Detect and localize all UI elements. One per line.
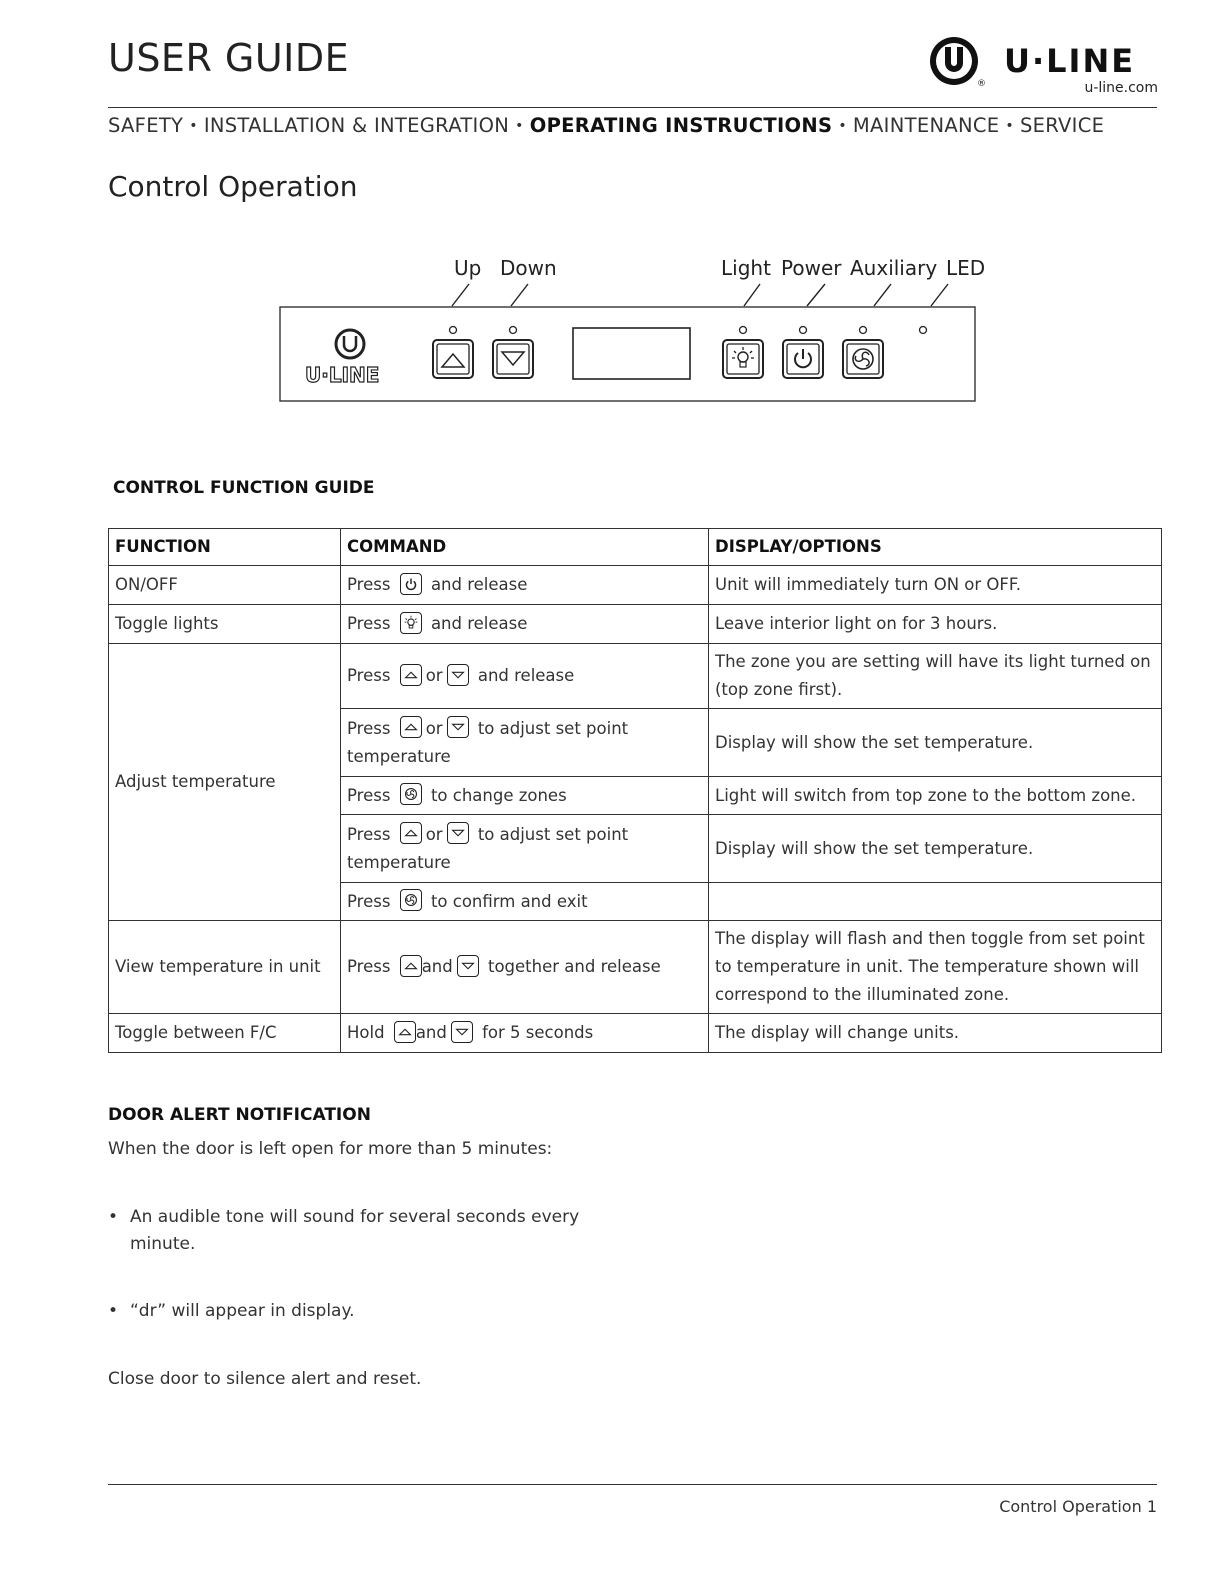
display-cell: Light will switch from top zone to the bottom zone. — [709, 777, 1162, 815]
command-conjunction: or — [425, 824, 443, 844]
command-cell — [341, 644, 709, 709]
table-row — [109, 644, 1162, 709]
bullet-mark: • — [108, 1301, 119, 1321]
table-row — [109, 921, 1162, 1014]
up-arrow-icon — [400, 822, 422, 844]
header-rule — [108, 107, 1157, 108]
command-conjunction: or — [425, 718, 443, 738]
function-cell: ON/OFF — [109, 566, 341, 605]
light-bulb-icon — [400, 612, 422, 634]
header-function: FUNCTION — [109, 529, 341, 566]
nav-separator: • — [838, 118, 847, 134]
door-alert-intro: When the door is left open for more than 5 minutes: — [108, 1139, 553, 1159]
down-arrow-icon — [447, 716, 469, 738]
command-conjunction: and — [421, 957, 453, 976]
command-verb: Press — [347, 666, 391, 685]
bullet-text: “dr” will appear in display. — [130, 1301, 355, 1321]
display-cell: Leave interior light on for 3 hours. — [709, 605, 1162, 644]
footer-rule — [108, 1484, 1157, 1485]
display-cell: Display will show the set temperature. — [709, 709, 1162, 777]
door-alert-heading: DOOR ALERT NOTIFICATION — [108, 1105, 371, 1125]
display-cell: The display will flash and then toggle from set point to temperature in unit. The temperature shown will correspond to the illuminated zone. — [709, 921, 1162, 1014]
function-cell: Toggle between F/C — [109, 1014, 341, 1053]
door-alert-closing: Close door to silence alert and reset. — [108, 1369, 422, 1389]
power-icon — [400, 573, 422, 595]
up-arrow-icon — [400, 664, 422, 686]
command-text: to adjust set point — [477, 824, 629, 844]
command-conjunction: or — [425, 666, 443, 685]
command-text: temperature — [347, 852, 451, 872]
function-cell: Toggle lights — [109, 605, 341, 644]
display-cell: Unit will immediately turn ON or OFF. — [709, 566, 1162, 605]
table-row — [109, 605, 1162, 644]
label-light: Light — [721, 256, 771, 280]
command-verb: Press — [347, 718, 391, 738]
nav-item-maintenance[interactable]: MAINTENANCE — [852, 114, 1000, 137]
display-cell — [709, 883, 1162, 921]
up-arrow-icon — [400, 955, 422, 977]
header-command: COMMAND — [341, 529, 709, 566]
command-verb: Press — [347, 891, 391, 911]
command-verb: Press — [347, 575, 391, 594]
up-arrow-icon — [394, 1021, 416, 1043]
command-text: temperature — [347, 746, 451, 766]
down-arrow-icon — [447, 822, 469, 844]
nav-item-operating[interactable]: OPERATING INSTRUCTIONS — [529, 114, 833, 137]
registered-mark: ® — [977, 79, 986, 89]
section-nav — [108, 114, 1157, 137]
command-verb: Hold — [347, 1023, 385, 1042]
section-title: Control Operation — [108, 170, 358, 203]
leader-lines — [452, 284, 948, 306]
command-text: and release — [430, 575, 528, 594]
down-arrow-icon — [451, 1021, 473, 1043]
command-cell — [341, 921, 709, 1014]
command-text: together and release — [487, 957, 661, 976]
site-url[interactable]: u-line.com — [1084, 80, 1158, 96]
nav-item-safety[interactable]: SAFETY — [108, 114, 184, 137]
down-arrow-icon — [493, 340, 533, 378]
fan-icon — [400, 889, 422, 911]
command-text: to adjust set point — [477, 718, 629, 738]
up-arrow-icon — [400, 716, 422, 738]
up-arrow-icon — [433, 340, 473, 378]
page-footer: Control Operation 1 — [999, 1497, 1157, 1516]
command-cell — [341, 777, 709, 815]
brand-wordmark: U·LINE — [1004, 42, 1136, 80]
table-header-row — [109, 529, 1162, 566]
document-title: USER GUIDE — [108, 36, 350, 80]
fan-icon — [843, 340, 883, 378]
temperature-display — [573, 328, 690, 379]
command-cell — [341, 815, 709, 883]
light-bulb-icon — [723, 340, 763, 378]
down-arrow-icon — [447, 664, 469, 686]
display-cell: Display will show the set temperature. — [709, 815, 1162, 883]
nav-separator: • — [189, 118, 198, 134]
nav-item-service[interactable]: SERVICE — [1019, 114, 1105, 137]
panel-brand: U·LINE — [305, 363, 380, 387]
function-cell: View temperature in unit — [109, 921, 341, 1014]
command-verb: Press — [347, 614, 391, 633]
command-verb: Press — [347, 785, 391, 805]
label-led: LED — [946, 256, 986, 280]
header-display: DISPLAY/OPTIONS — [709, 529, 1162, 566]
label-auxiliary: Auxiliary — [850, 256, 938, 280]
display-cell: The display will change units. — [709, 1014, 1162, 1053]
label-down: Down — [500, 256, 557, 280]
command-cell — [341, 883, 709, 921]
down-arrow-icon — [457, 955, 479, 977]
command-cell — [341, 1014, 709, 1053]
label-up: Up — [454, 256, 482, 280]
power-icon — [783, 340, 823, 378]
command-cell — [341, 605, 709, 644]
control-function-table — [108, 528, 1162, 1053]
command-text: to confirm and exit — [430, 891, 588, 911]
command-conjunction: and — [415, 1023, 447, 1042]
control-panel-diagram — [270, 250, 1000, 420]
command-verb: Press — [347, 957, 391, 976]
nav-separator: • — [515, 118, 524, 134]
table-row — [109, 566, 1162, 605]
command-text: to change zones — [430, 785, 567, 805]
nav-item-installation[interactable]: INSTALLATION & INTEGRATION — [203, 114, 510, 137]
table-row — [109, 1014, 1162, 1053]
label-power: Power — [781, 256, 842, 280]
fan-icon — [400, 783, 422, 805]
function-cell: Adjust temperature — [109, 644, 341, 921]
bullet-text: An audible tone will sound for several seconds every minute. — [130, 1207, 580, 1254]
display-cell: The zone you are setting will have its light turned on (top zone first). — [709, 644, 1162, 709]
command-cell — [341, 709, 709, 777]
command-verb: Press — [347, 824, 391, 844]
command-text: and release — [477, 666, 575, 685]
nav-separator: • — [1005, 118, 1014, 134]
guide-heading: CONTROL FUNCTION GUIDE — [113, 478, 375, 498]
command-text: for 5 seconds — [482, 1023, 594, 1042]
command-cell — [341, 566, 709, 605]
bullet-mark: • — [108, 1207, 119, 1227]
command-text: and release — [430, 614, 528, 633]
